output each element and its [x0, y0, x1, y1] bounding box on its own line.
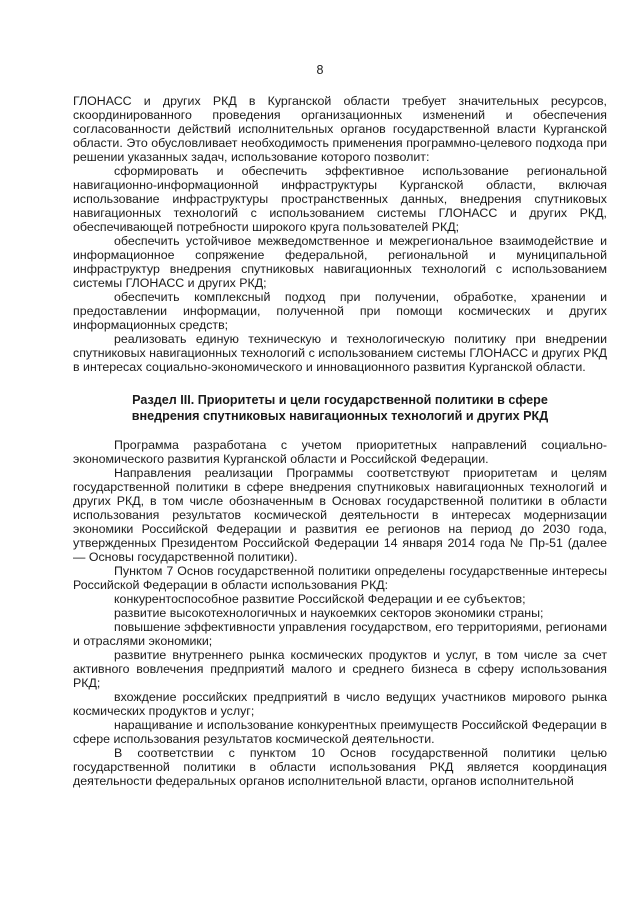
section-heading-line: внедрения спутниковых навигационных технологий и других РКД	[131, 409, 549, 423]
paragraph: ГЛОНАСС и других РКД в Курганской области требует значительных ресурсов, скоординированного проведения организационных изменений и обеспечения согласованности действий исполнительных органов государственной власти Курганской области. Это обусловливает необходимость применения программно-целевого подхода при решении указанных задач, использование которого позволит:	[73, 94, 607, 164]
list-item: вхождение российских предприятий в число ведущих участников мирового рынка космических продуктов и услуг;	[73, 690, 607, 718]
list-item: наращивание и использование конкурентных преимуществ Российской Федерации в сфере использования результатов космической деятельности.	[73, 718, 607, 746]
list-item: развитие высокотехнологичных и наукоемких секторов экономики страны;	[114, 606, 544, 620]
paragraph: Направления реализации Программы соответствуют приоритетам и целям государственной политики в сфере внедрения спутниковых навигационных технологий и других РКД, в том числе обозначенным в Основах государственной политики в области использования результатов космической деятельности в интересах модернизации экономики Российской Федерации и развития ее регионов на период до 2030 года, утвержденных Президентом Российской Федерации 14 января 2014 года № Пр-51 (далее — Основы государственной политики).	[73, 466, 607, 564]
list-item: повышение эффективности управления государством, его территориями, регионами и отраслями экономики;	[73, 620, 607, 648]
list-item: конкурентоспособное развитие Российской Федерации и ее субъектов;	[114, 592, 526, 606]
paragraph: реализовать единую техническую и технологическую политику при внедрении спутниковых навигационных технологий с использованием системы ГЛОНАСС и других РКД в интересах социально-экономического и инновационного развития Курганской области.	[73, 332, 607, 374]
section-heading	[73, 392, 607, 424]
section-heading-line: Раздел III. Приоритеты и цели государственной политики в сфере	[132, 393, 548, 407]
paragraph: обеспечить комплексный подход при получении, обработке, хранении и предоставлении информации, полученной при помощи космических и других информационных средств;	[73, 290, 607, 332]
paragraph: Программа разработана с учетом приоритетных направлений социально-экономического развития Курганской области и Российской Федерации.	[73, 438, 607, 466]
paragraph: Пунктом 7 Основ государственной политики определены государственные интересы Российской Федерации в области использования РКД:	[73, 564, 607, 592]
paragraph: В соответствии с пунктом 10 Основ государственной политики целью государственной политики в области использования РКД является координация деятельности федеральных органов исполнительной власти, органов исполнительной	[73, 746, 607, 788]
body-text	[73, 94, 607, 788]
paragraph: сформировать и обеспечить эффективное использование региональной навигационно-информационной инфраструктуры Курганской области, включая использование инфраструктуры пространственных данных, внедрения спутниковых навигационных технологий с использованием системы ГЛОНАСС и других РКД, обеспечивающей потребности широкого круга пользователей РКД;	[73, 164, 607, 234]
page-number: 8	[316, 63, 324, 77]
paragraph: обеспечить устойчивое межведомственное и межрегиональное взаимодействие и информационное сопряжение федеральной, региональной и муниципальной инфраструктур внедрения спутниковых навигационных технологий с использованием системы ГЛОНАСС и других РКД;	[73, 234, 607, 290]
list-item: развитие внутреннего рынка космических продуктов и услуг, в том числе за счет активного вовлечения предприятий малого и среднего бизнеса в сферу использования РКД;	[73, 648, 607, 690]
